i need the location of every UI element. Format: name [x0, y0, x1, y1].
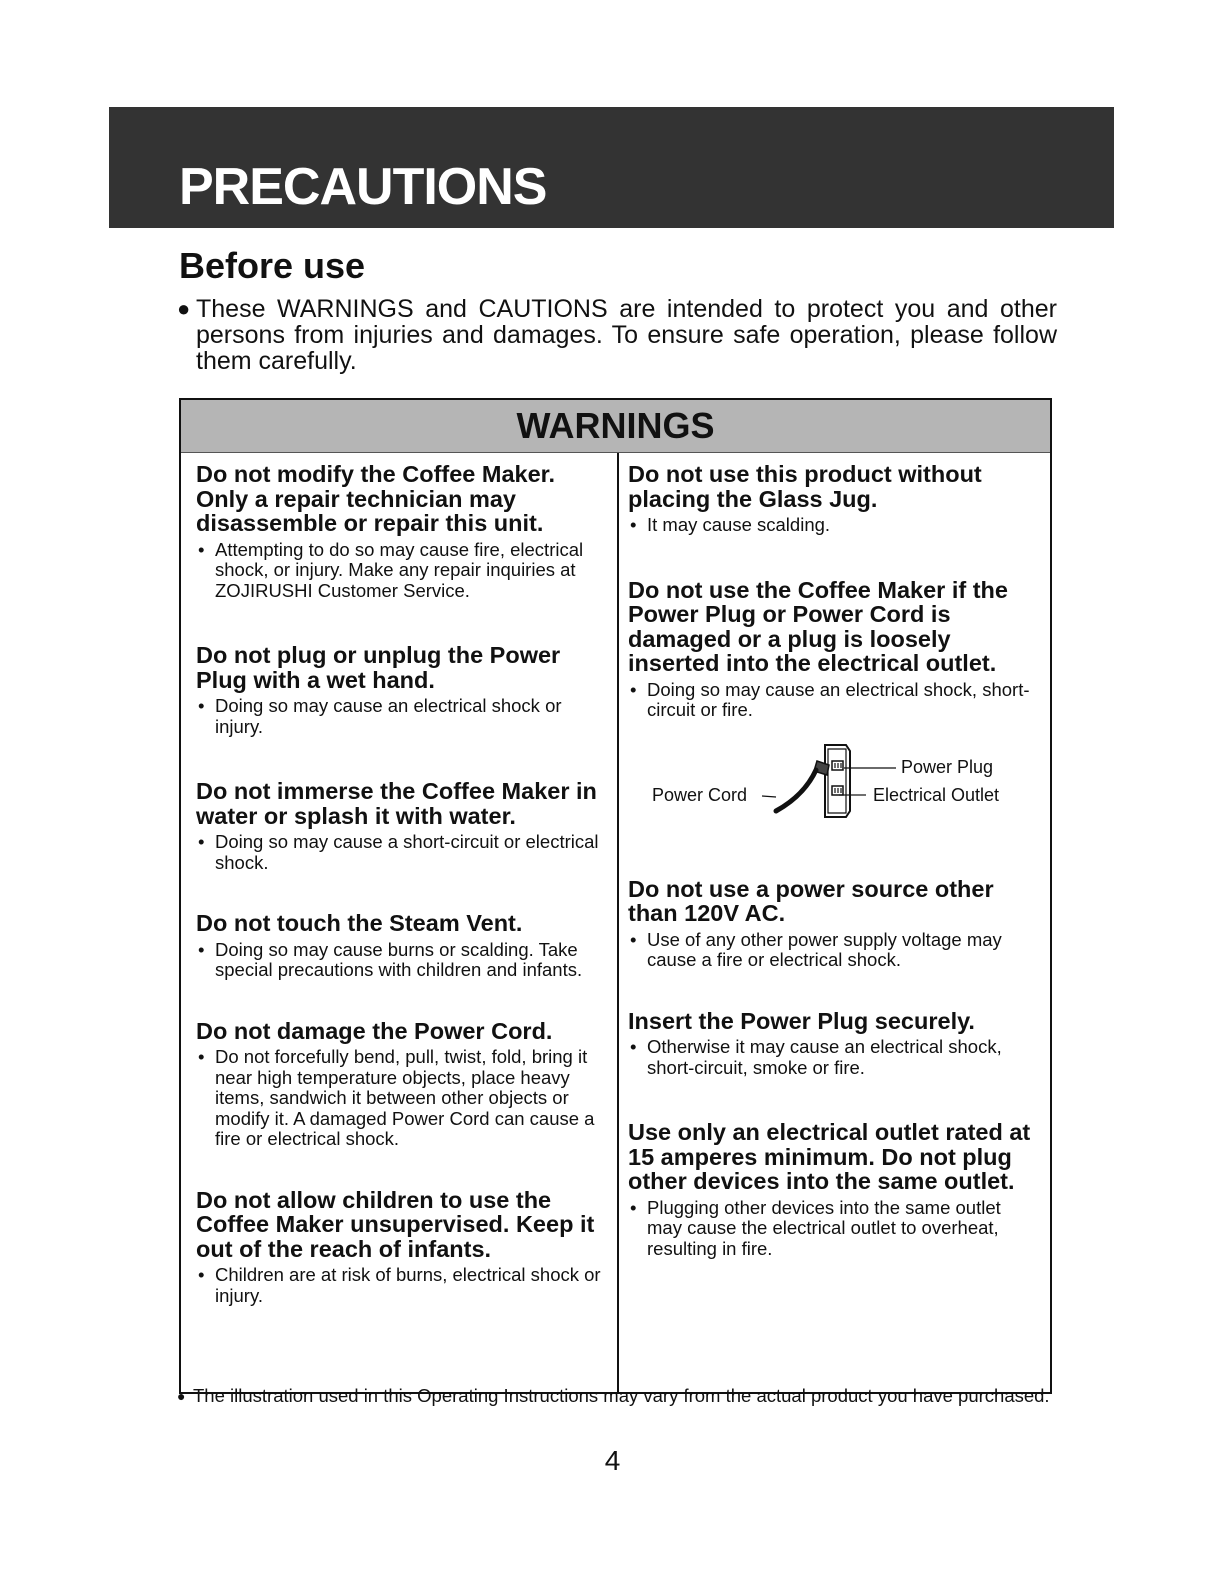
warning-item	[196, 1188, 601, 1307]
intro-paragraph	[177, 296, 1057, 374]
warning-heading: Do not allow children to use the Coffee Maker unsupervised. Keep it out of the reach of infants.	[196, 1186, 595, 1262]
title-banner	[109, 107, 1114, 228]
power-plug-label: Power Plug	[901, 756, 994, 777]
electrical-outlet-label: Electrical Outlet	[873, 784, 1000, 805]
warning-heading: Do not plug or unplug the Power Plug with a wet hand.	[196, 642, 561, 693]
warning-heading: Do not damage the Power Cord.	[196, 1017, 553, 1044]
warnings-right-column	[628, 462, 1038, 1259]
intro-text: These WARNINGS and CAUTIONS are intended to protect you and other persons from injuries and damages. To ensure safe operation, please follow them carefully.	[196, 295, 1057, 375]
warning-heading: Use only an electrical outlet rated at 15 amperes minimum. Do not plug other devices into the same outlet.	[628, 1119, 1031, 1194]
warning-note: • Attempting to do so may cause fire, electrical shock, or injury. Make any repair inquiries at ZOJIRUSHI Customer Service.	[198, 538, 584, 601]
warning-item	[628, 578, 1038, 839]
warning-item	[196, 779, 601, 873]
warnings-title: WARNINGS	[181, 400, 1050, 453]
warning-item	[196, 643, 601, 737]
warning-note: • Doing so may cause an electrical shock, short-circuit or fire.	[630, 678, 1030, 720]
power-cord-label: Power Cord	[652, 784, 748, 805]
warning-item	[628, 462, 1038, 536]
plug-outlet-diagram	[628, 739, 1038, 839]
warning-note: • Use of any other power supply voltage may cause a fire or electrical shock.	[630, 928, 1002, 970]
warning-item	[628, 1009, 1038, 1079]
bullet-icon: ●	[177, 1388, 186, 1404]
warning-heading: Do not use the Coffee Maker if the Power Plug or Power Cord is damaged or a plug is loosely inserted into the electrical outlet.	[628, 576, 1008, 676]
warnings-left-column	[196, 462, 601, 1306]
warning-heading: Insert the Power Plug securely.	[628, 1007, 975, 1034]
warning-note: • Children are at risk of burns, electrical shock or injury.	[198, 1264, 601, 1306]
warning-item	[196, 1019, 601, 1150]
bullet-icon: ●	[177, 296, 191, 321]
warning-note: • Doing so may cause burns or scalding. Take special precautions with children and infants.	[198, 938, 583, 980]
column-divider	[617, 453, 619, 1392]
page-title: PRECAUTIONS	[179, 158, 547, 216]
warning-item	[628, 877, 1038, 971]
warning-item	[196, 462, 601, 601]
warning-note: • It may cause scalding.	[630, 514, 831, 535]
warning-note: • Doing so may cause an electrical shock or injury.	[198, 695, 562, 737]
warning-note: • Do not forcefully bend, pull, twist, fold, bring it near high temperature objects, place heavy items, sandwich it between other objects or modify it. A damaged Power Cord can cause a fire or electrical shock.	[198, 1046, 595, 1149]
footnote	[177, 1385, 1057, 1407]
footnote-text: The illustration used in this Operating Instructions may vary from the actual product you have purchased.	[193, 1385, 1050, 1406]
warning-item	[196, 911, 601, 981]
warning-heading: Do not use this product without placing the Glass Jug.	[628, 461, 982, 512]
warning-heading: Do not modify the Coffee Maker. Only a repair technician may disassemble or repair this unit.	[196, 461, 556, 536]
warning-heading: Do not immerse the Coffee Maker in water or splash it with water.	[196, 778, 597, 829]
warning-heading: Do not touch the Steam Vent.	[196, 910, 523, 936]
warning-item	[628, 1120, 1038, 1259]
warning-note: • Doing so may cause a short-circuit or electrical shock.	[198, 831, 599, 873]
page-number: 4	[604, 1445, 621, 1476]
warning-note: • Plugging other devices into the same outlet may cause the electrical outlet to overheat, resulting in fire.	[630, 1196, 1001, 1259]
warnings-box	[179, 398, 1052, 1394]
warning-note: • Otherwise it may cause an electrical shock, short-circuit, smoke or fire.	[630, 1036, 1002, 1078]
warning-heading: Do not use a power source other than 120V AC.	[628, 875, 994, 926]
section-title: Before use	[179, 245, 366, 286]
